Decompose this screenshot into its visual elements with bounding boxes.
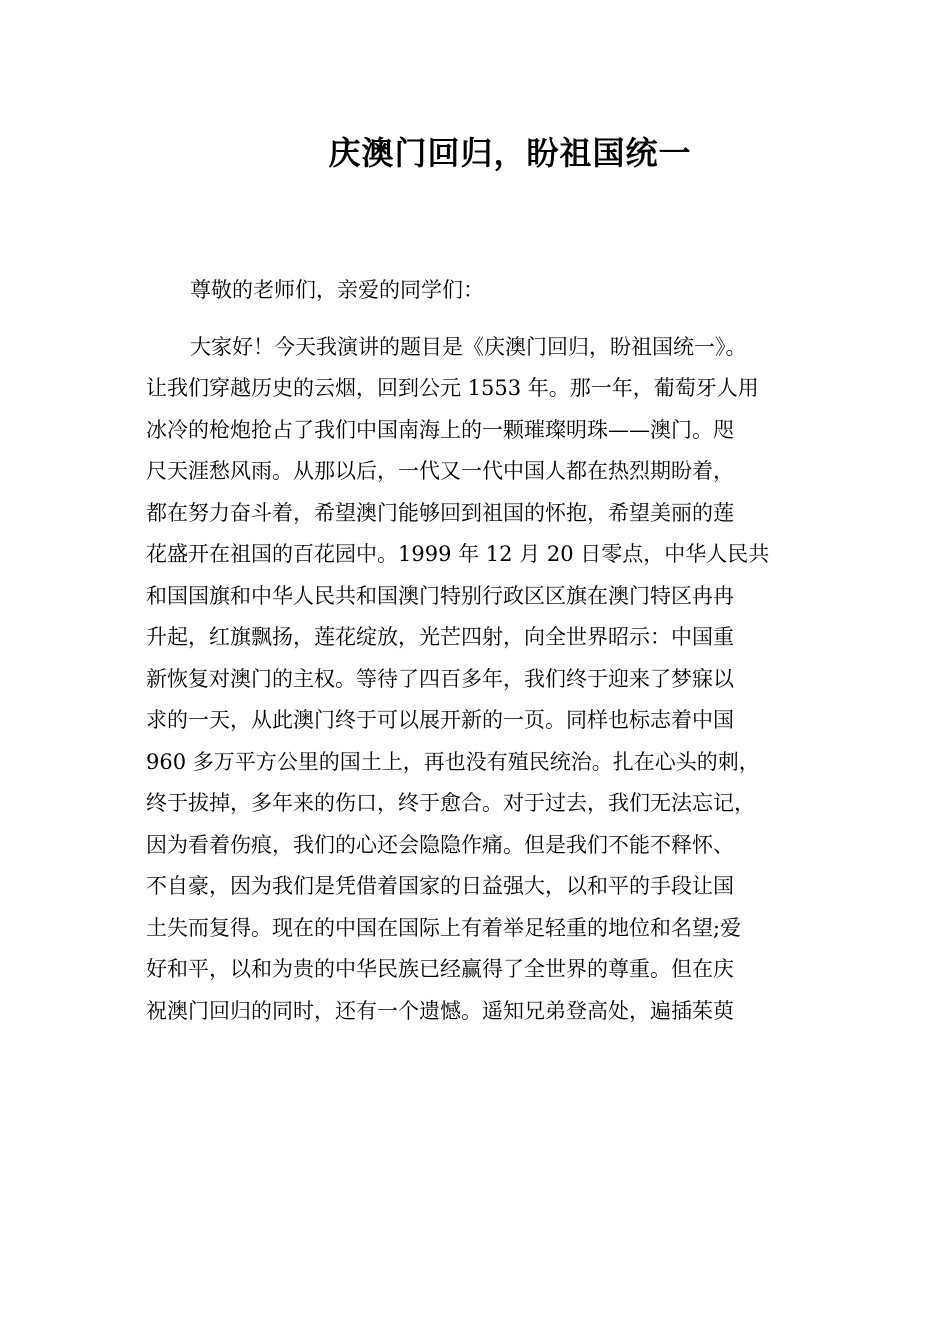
document-title: 庆澳门回归，盼祖国统一 (328, 134, 692, 172)
body-line-17: 祝澳门回归的同时，还有一个遗憾。遥知兄弟登高处，遍插茱萸 (146, 998, 734, 1023)
body-line-11: 960 多万平方公里的国土上，再也没有殖民统治。扎在心头的刺， (146, 749, 760, 774)
body-line-16: 好和平，以和为贵的中华民族已经赢得了全世界的尊重。但在庆 (146, 957, 734, 981)
body-line-6: 花盛开在祖国的百花园中。1999 年 12 月 20 日零点，中华人民共 (146, 542, 770, 566)
document-body (146, 270, 826, 1032)
body-line-1: 大家好！今天我演讲的题目是《庆澳门回归，盼祖国统一》。 (190, 334, 747, 359)
body-line-4: 尺天涯愁风雨。从那以后，一代又一代中国人都在热烈期盼着， (146, 459, 734, 483)
body-line-9: 新恢复对澳门的主权。等待了四百多年，我们终于迎来了梦寐以 (146, 666, 734, 691)
salutation-line: 尊敬的老师们，亲爱的同学们： (190, 278, 484, 302)
body-line-8: 升起，红旗飘扬，莲花绽放，光芒四射，向全世界昭示：中国重 (146, 625, 734, 649)
body-line-13: 因为看着伤痕，我们的心还会隐隐作痛。但是我们不能不释怀、 (146, 832, 734, 857)
paragraph-gap (146, 312, 826, 327)
body-line-5: 都在努力奋斗着，希望澳门能够回到祖国的怀抱，希望美丽的莲 (146, 500, 734, 525)
body-line-15: 土失而复得。现在的中国在国际上有着举足轻重的地位和名望;爱 (146, 915, 742, 940)
body-line-2: 让我们穿越历史的云烟，回到公元 1553 年。那一年，葡萄牙人用 (146, 376, 759, 400)
body-line-12: 终于拔掉，多年来的伤口，终于愈合。对于过去，我们无法忘记， (146, 791, 755, 815)
body-line-10: 求的一天，从此澳门终于可以展开新的一页。同样也标志着中国 (146, 708, 734, 732)
body-line-3: 冰冷的枪炮抢占了我们中国南海上的一颗璀璨明珠——澳门。咫 (146, 417, 734, 442)
body-line-7: 和国国旗和中华人民共和国澳门特别行政区区旗在澳门特区冉冉 (146, 583, 734, 608)
body-line-14: 不自豪，因为我们是凭借着国家的日益强大，以和平的手段让国 (146, 874, 734, 898)
